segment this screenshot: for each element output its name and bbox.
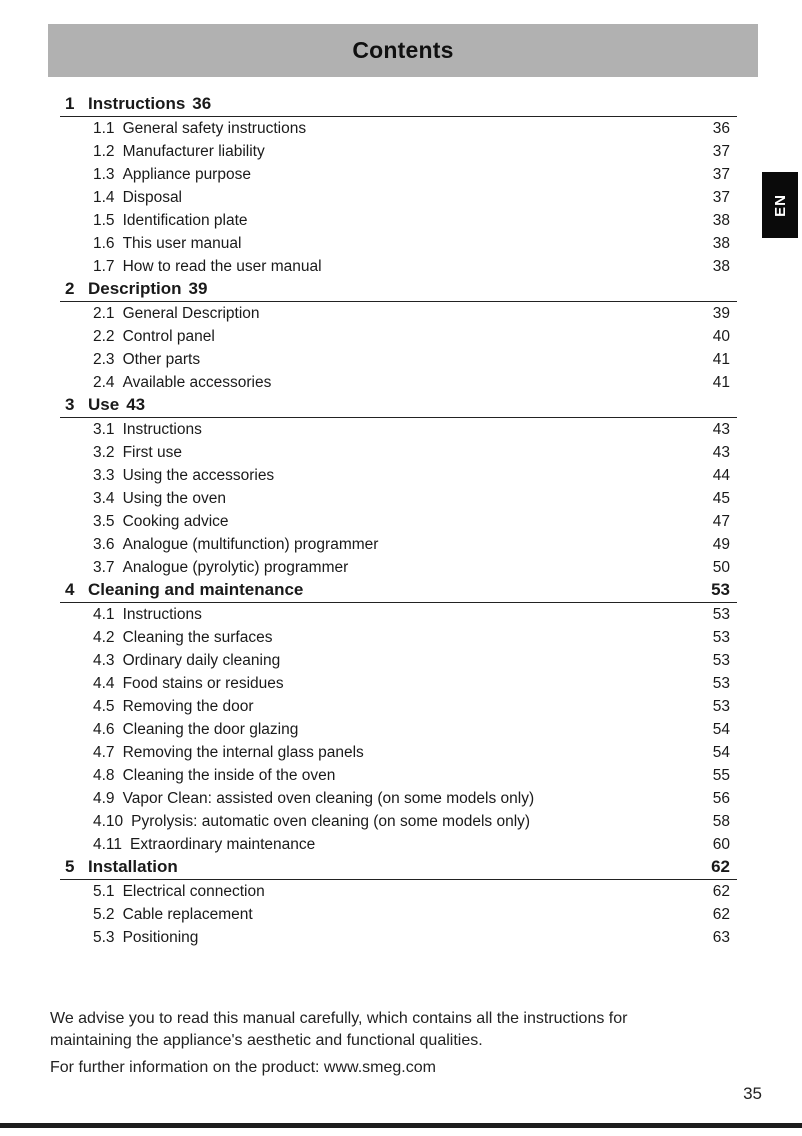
toc-item-number: 4.7 — [93, 744, 115, 761]
toc-item-title: General Description — [122, 305, 260, 322]
toc-item-row[interactable] — [60, 418, 737, 441]
toc-item-page: 41 — [712, 351, 730, 368]
toc-item-page: 60 — [712, 836, 730, 853]
toc-item-title: Cleaning the inside of the oven — [122, 767, 336, 784]
toc-item-number: 4.11 — [93, 836, 123, 853]
toc-section-number: 3 — [65, 395, 75, 414]
toc-section-heading[interactable] — [60, 579, 737, 603]
toc-item-page: 37 — [712, 143, 730, 160]
toc-item-number: 3.5 — [93, 513, 115, 530]
toc-item-page: 53 — [712, 606, 730, 623]
toc-item-number: 5.1 — [93, 883, 115, 900]
toc-item-row[interactable] — [60, 302, 737, 325]
toc-item-row[interactable] — [60, 163, 737, 186]
toc-item-number: 3.2 — [93, 444, 115, 461]
toc-item-number: 2.2 — [93, 328, 115, 345]
toc-item-title: First use — [122, 444, 182, 461]
toc-item-row[interactable] — [60, 464, 737, 487]
toc-item-row[interactable] — [60, 833, 737, 856]
toc-item-number: 4.6 — [93, 721, 115, 738]
toc-item-title: Cable replacement — [122, 906, 253, 923]
toc-item-row[interactable] — [60, 232, 737, 255]
toc-section-heading[interactable] — [60, 278, 737, 302]
toc-item-number: 4.5 — [93, 698, 115, 715]
toc-item-row[interactable] — [60, 718, 737, 741]
toc-item-title: Instructions — [122, 606, 202, 623]
toc-item-page: 50 — [712, 559, 730, 576]
toc-item-title: Electrical connection — [122, 883, 265, 900]
toc-item-number: 3.7 — [93, 559, 115, 576]
toc-item-page: 55 — [712, 767, 730, 784]
toc-item-page: 38 — [712, 212, 730, 229]
toc-item-row[interactable] — [60, 348, 737, 371]
toc-item-page: 58 — [712, 813, 730, 830]
toc-item-row[interactable] — [60, 787, 737, 810]
toc-item-number: 4.4 — [93, 675, 115, 692]
toc-item-row[interactable] — [60, 441, 737, 464]
toc-item-number: 4.2 — [93, 629, 115, 646]
toc-item-row[interactable] — [60, 140, 737, 163]
toc-item-number: 4.3 — [93, 652, 115, 669]
toc-item-row[interactable] — [60, 117, 737, 140]
toc-item-page: 38 — [712, 258, 730, 275]
toc-item-number: 1.4 — [93, 189, 115, 206]
footer-paragraph-website: For further information on the product: www.smeg.com — [50, 1059, 436, 1076]
toc-section-title: Installation — [88, 857, 178, 876]
toc-item-number: 4.1 — [93, 606, 115, 623]
toc-item-title: General safety instructions — [122, 120, 307, 137]
toc-item-number: 1.5 — [93, 212, 115, 229]
toc-item-page: 37 — [712, 166, 730, 183]
toc-item-row[interactable] — [60, 556, 737, 579]
page-number: 35 — [743, 1084, 762, 1103]
toc-item-row[interactable] — [60, 510, 737, 533]
toc-item-page: 62 — [712, 906, 730, 923]
toc-item-page: 53 — [712, 629, 730, 646]
toc-item-row[interactable] — [60, 371, 737, 394]
toc-item-row[interactable] — [60, 533, 737, 556]
toc-item-number: 3.1 — [93, 421, 115, 438]
toc-item-title: Available accessories — [122, 374, 272, 391]
toc-item-row[interactable] — [60, 186, 737, 209]
toc-item-number: 2.4 — [93, 374, 115, 391]
toc-section-number: 1 — [65, 94, 75, 113]
toc-section-title: Cleaning and maintenance — [88, 580, 304, 599]
toc-item-number: 5.2 — [93, 906, 115, 923]
toc-item-number: 1.2 — [93, 143, 115, 160]
toc-item-row[interactable] — [60, 903, 737, 926]
toc-item-title: Analogue (multifunction) programmer — [122, 536, 379, 553]
language-tab-label: EN — [771, 193, 789, 217]
toc-item-title: Removing the door — [122, 698, 254, 715]
bottom-rule-bar — [0, 1123, 802, 1128]
toc-item-title: Removing the internal glass panels — [122, 744, 364, 761]
toc-section-page: 62 — [711, 857, 730, 876]
toc-section-page: 53 — [711, 580, 730, 599]
toc-item-number: 3.6 — [93, 536, 115, 553]
toc-item-page: 53 — [712, 652, 730, 669]
toc-section-heading[interactable] — [60, 394, 737, 418]
toc — [60, 93, 737, 949]
toc-item-number: 4.10 — [93, 813, 124, 830]
toc-section-page: 39 — [188, 279, 208, 298]
toc-section-title: Use — [88, 395, 120, 414]
toc-section-heading[interactable] — [60, 93, 737, 117]
toc-item-row[interactable] — [60, 255, 737, 278]
footer-note — [50, 1008, 710, 1079]
toc-item-row[interactable] — [60, 926, 737, 949]
toc-item-title: Extraordinary maintenance — [130, 836, 316, 853]
language-tab-en — [762, 172, 798, 238]
toc-item-page: 62 — [712, 883, 730, 900]
toc-item-page: 39 — [712, 305, 730, 322]
toc-item-title: Analogue (pyrolytic) programmer — [122, 559, 349, 576]
toc-item-number: 1.1 — [93, 120, 115, 137]
toc-item-row[interactable] — [60, 695, 737, 718]
toc-item-row[interactable] — [60, 487, 737, 510]
toc-item-page: 53 — [712, 675, 730, 692]
toc-item-page: 40 — [712, 328, 730, 345]
toc-item-page: 45 — [712, 490, 730, 507]
toc-item-number: 4.9 — [93, 790, 115, 807]
toc-item-row[interactable] — [60, 741, 737, 764]
toc-item-page: 43 — [712, 444, 730, 461]
toc-section-number: 2 — [65, 279, 75, 298]
toc-item-title: Ordinary daily cleaning — [122, 652, 281, 669]
toc-item-number: 2.1 — [93, 305, 115, 322]
toc-item-page: 38 — [712, 235, 730, 252]
toc-item-page: 63 — [712, 929, 730, 946]
toc-item-number: 1.3 — [93, 166, 115, 183]
toc-item-number: 1.7 — [93, 258, 115, 275]
toc-section-title: Instructions — [88, 94, 186, 113]
toc-item-row[interactable] — [60, 209, 737, 232]
toc-item-page: 49 — [712, 536, 730, 553]
contents-title-band — [48, 24, 758, 77]
toc-item-number: 5.3 — [93, 929, 115, 946]
toc-item-page: 36 — [712, 120, 730, 137]
toc-item-title: Cleaning the door glazing — [122, 721, 299, 738]
toc-item-title: Using the accessories — [122, 467, 275, 484]
toc-item-title: Pyrolysis: automatic oven cleaning (on some models only) — [131, 813, 531, 830]
toc-section-number: 5 — [65, 857, 75, 876]
toc-item-title: This user manual — [122, 235, 242, 252]
page-title: Contents — [352, 37, 454, 63]
toc-item-title: Vapor Clean: assisted oven cleaning (on some models only) — [122, 790, 535, 807]
toc-item-title: Food stains or residues — [122, 675, 284, 692]
toc-item-title: Cooking advice — [122, 513, 229, 530]
toc-item-row[interactable] — [60, 672, 737, 695]
toc-item-number: 2.3 — [93, 351, 115, 368]
toc-item-number: 1.6 — [93, 235, 115, 252]
toc-item-number: 3.3 — [93, 467, 115, 484]
toc-item-page: 54 — [712, 744, 730, 761]
toc-item-row[interactable] — [60, 764, 737, 787]
toc-section-heading[interactable] — [60, 856, 737, 880]
toc-item-number: 3.4 — [93, 490, 115, 507]
toc-item-title: How to read the user manual — [122, 258, 322, 275]
toc-section-page: 43 — [126, 395, 146, 414]
toc-item-title: Identification plate — [122, 212, 248, 229]
toc-item-page: 43 — [712, 421, 730, 438]
toc-section-title: Description — [88, 279, 182, 298]
toc-item-row[interactable] — [60, 325, 737, 348]
toc-item-title: Manufacturer liability — [122, 143, 265, 160]
toc-item-page: 54 — [712, 721, 730, 738]
toc-item-row[interactable] — [60, 603, 737, 626]
toc-item-title: Instructions — [122, 421, 202, 438]
toc-item-number: 4.8 — [93, 767, 115, 784]
toc-item-page: 47 — [712, 513, 730, 530]
toc-item-row[interactable] — [60, 649, 737, 672]
toc-item-page: 56 — [712, 790, 730, 807]
toc-item-title: Disposal — [122, 189, 183, 206]
toc-section-number: 4 — [65, 580, 75, 599]
toc-item-title: Cleaning the surfaces — [122, 629, 273, 646]
toc-section-page: 36 — [192, 94, 212, 113]
toc-item-page: 41 — [712, 374, 730, 391]
toc-item-row[interactable] — [60, 880, 737, 903]
toc-item-page: 44 — [712, 467, 730, 484]
footer-paragraph-advice: We advise you to read this manual carefully, which contains all the instructions for maintaining the appliance's aesthetic and functional qualities. — [50, 1010, 628, 1049]
toc-item-title: Other parts — [122, 351, 201, 368]
toc-item-title: Appliance purpose — [122, 166, 251, 183]
toc-item-row[interactable] — [60, 626, 737, 649]
toc-item-page: 37 — [712, 189, 730, 206]
toc-item-title: Positioning — [122, 929, 199, 946]
toc-item-page: 53 — [712, 698, 730, 715]
toc-item-row[interactable] — [60, 810, 737, 833]
toc-item-title: Using the oven — [122, 490, 226, 507]
toc-item-title: Control panel — [122, 328, 215, 345]
